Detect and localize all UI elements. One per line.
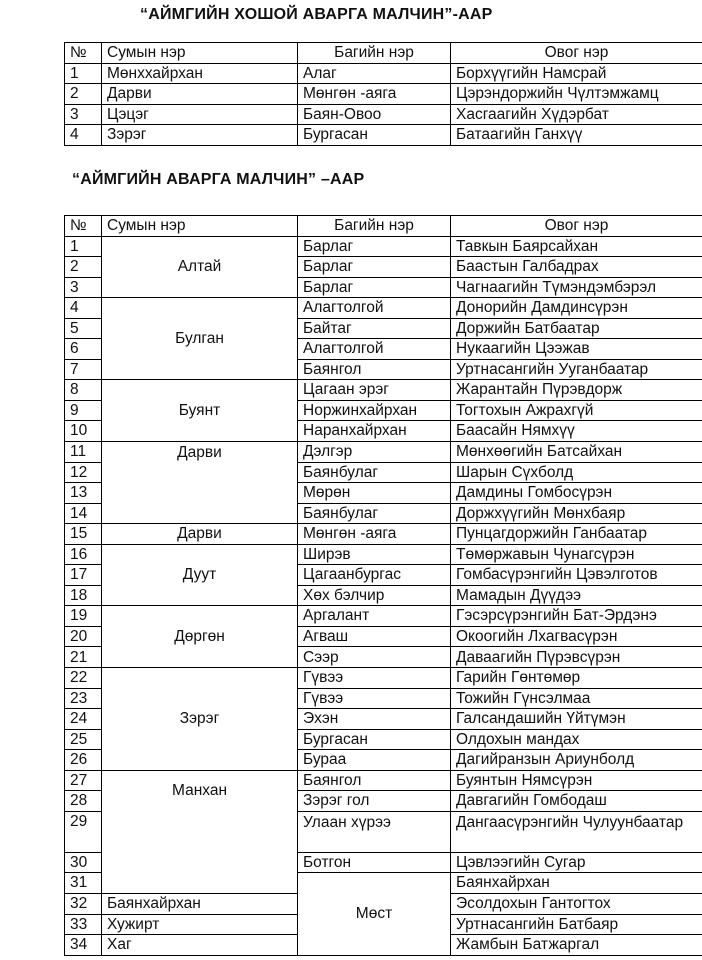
cell-number: 8: [65, 380, 102, 401]
cell-bag: Агваш: [298, 626, 451, 647]
cell-sum: Зэрэг: [102, 668, 298, 771]
section1-title: “АЙМГИЙН ХОШОЙ АВАРГА МАЛЧИН”-ААР: [140, 6, 493, 23]
cell-number: 31: [65, 873, 102, 894]
cell-name: Галсандашийн Үйтүмэн: [451, 709, 702, 730]
cell-number: 3: [65, 277, 102, 298]
cell-name: Тогтохын Ажрахгүй: [451, 400, 702, 421]
cell-bag: Баянхайрхан: [102, 893, 298, 914]
cell-number: 1: [65, 63, 102, 84]
cell-name: Эсолдохын Гантогтох: [451, 893, 702, 914]
cell-bag: Гүвээ: [298, 688, 451, 709]
cell-sum: Манхан: [102, 770, 298, 893]
cell-bag: Эхэн: [298, 709, 451, 730]
cell-number: 16: [65, 544, 102, 565]
cell-sum: Цэцэг: [102, 104, 298, 125]
table-row: [65, 104, 702, 125]
cell-bag: Ширэв: [298, 544, 451, 565]
cell-number: 4: [65, 125, 102, 146]
cell-number: 22: [65, 668, 102, 689]
cell-name: Жамбын Батжаргал: [451, 935, 702, 956]
header-number: №: [65, 43, 102, 64]
cell-name: Уртнасангийн Ууганбаатар: [451, 359, 702, 380]
cell-name: Батаагийн Ганхүү: [451, 125, 702, 146]
cell-number: 4: [65, 298, 102, 319]
cell-number: 30: [65, 852, 102, 873]
cell-bag: Сээр: [298, 647, 451, 668]
cell-name: Борхүүгийн Намсрай: [451, 63, 702, 84]
header-bag-name: Багийн нэр: [298, 216, 451, 237]
cell-bag: Баянгол: [298, 770, 451, 791]
table-row: [65, 380, 702, 401]
cell-bag: Хаг: [102, 935, 298, 956]
cell-bag: Ботгон: [298, 852, 451, 873]
cell-bag: Баянбулаг: [298, 503, 451, 524]
table-row: [65, 125, 702, 146]
cell-name: Уртнасангийн Батбаяр: [451, 914, 702, 935]
table-row: [65, 298, 702, 319]
cell-number: 21: [65, 647, 102, 668]
cell-bag: Бургасан: [298, 729, 451, 750]
table-row: [65, 236, 702, 257]
cell-name: Донорийн Дамдинсүрэн: [451, 298, 702, 319]
cell-bag: Улаан хүрээ: [298, 811, 451, 852]
cell-sum: Алтай: [102, 236, 298, 298]
cell-number: 7: [65, 359, 102, 380]
cell-number: 13: [65, 483, 102, 504]
table-header-row: [65, 43, 702, 64]
table-row: [65, 544, 702, 565]
header-bag-name: Багийн нэр: [298, 43, 451, 64]
cell-number: 12: [65, 462, 102, 483]
cell-number: 3: [65, 104, 102, 125]
cell-bag: Алаг: [298, 63, 451, 84]
cell-sum: Буянт: [102, 380, 298, 442]
header-number: №: [65, 216, 102, 237]
section2-title: “АЙМГИЙН АВАРГА МАЛЧИН” –ААР: [72, 171, 365, 188]
cell-name: Хасгаагийн Хүдэрбат: [451, 104, 702, 125]
cell-bag: Наранхайрхан: [298, 421, 451, 442]
header-full-name: Овог нэр: [451, 216, 702, 237]
cell-name: Цэрэндоржийн Чүлтэмжамц: [451, 84, 702, 105]
cell-sum: Дарви: [102, 524, 298, 545]
cell-name: Шарын Сүхболд: [451, 462, 702, 483]
cell-number: 1: [65, 236, 102, 257]
cell-name: Доржийн Батбаатар: [451, 318, 702, 339]
cell-bag: Барлаг: [298, 236, 451, 257]
cell-name: Төмөржавын Чунагсүрэн: [451, 544, 702, 565]
cell-name: Дангаасүрэнгийн Чулуунбаатар: [451, 811, 702, 852]
cell-number: 33: [65, 914, 102, 935]
cell-bag: Мөрөн: [298, 483, 451, 504]
table-row: [65, 668, 702, 689]
cell-sum: Дөргөн: [102, 606, 298, 668]
cell-bag: Алагтолгой: [298, 298, 451, 319]
cell-sum: Мөнххайрхан: [102, 63, 298, 84]
cell-name: Тавкын Баярсайхан: [451, 236, 702, 257]
cell-number: 5: [65, 318, 102, 339]
cell-bag: Баян-Овоо: [298, 104, 451, 125]
cell-number: 34: [65, 935, 102, 956]
cell-number: 17: [65, 565, 102, 586]
table-top-herders: [64, 42, 702, 146]
cell-number: 27: [65, 770, 102, 791]
cell-bag: Гүвээ: [298, 668, 451, 689]
cell-number: 9: [65, 400, 102, 421]
cell-bag: Зэрэг гол: [298, 791, 451, 812]
cell-bag: Норжинхайрхан: [298, 400, 451, 421]
table-row: [65, 84, 702, 105]
cell-bag: Баянгол: [298, 359, 451, 380]
cell-number: 26: [65, 750, 102, 771]
cell-bag: Барлаг: [298, 277, 451, 298]
cell-bag: Алагтолгой: [298, 339, 451, 360]
cell-name: Тожийн Гүнсэлмаа: [451, 688, 702, 709]
cell-name: Олдохын мандах: [451, 729, 702, 750]
cell-bag: Цагаан эрэг: [298, 380, 451, 401]
cell-number: 14: [65, 503, 102, 524]
cell-name: Дагийранзын Ариунболд: [451, 750, 702, 771]
table-herders: [64, 215, 702, 956]
cell-bag: Дэлгэр: [298, 442, 451, 463]
cell-name: Буянтын Нямсүрэн: [451, 770, 702, 791]
cell-name: Гомбасүрэнгийн Цэвэлготов: [451, 565, 702, 586]
table-row: [65, 442, 702, 463]
cell-number: 24: [65, 709, 102, 730]
cell-bag: Барлаг: [298, 257, 451, 278]
cell-number: 10: [65, 421, 102, 442]
cell-bag: Хөх бэлчир: [298, 585, 451, 606]
cell-bag: Мөнгөн -аяга: [298, 524, 451, 545]
cell-sum: Дарви: [102, 84, 298, 105]
cell-name: Доржхүүгийн Мөнхбаяр: [451, 503, 702, 524]
cell-name: Гэсэрсүрэнгийн Бат-Эрдэнэ: [451, 606, 702, 627]
cell-bag: Баянхайрхан: [451, 873, 702, 894]
header-sum-name: Сумын нэр: [102, 43, 298, 64]
cell-sum: Зэрэг: [102, 125, 298, 146]
cell-name: Пунцагдоржийн Ганбаатар: [451, 524, 702, 545]
cell-name: Даваагийн Пүрэвсүрэн: [451, 647, 702, 668]
cell-number: 29: [65, 811, 102, 852]
cell-sum: Мөст: [298, 873, 451, 955]
cell-sum: Дуут: [102, 544, 298, 606]
header-full-name: Овог нэр: [451, 43, 702, 64]
header-sum-name: Сумын нэр: [102, 216, 298, 237]
cell-name: Давгагийн Гомбодаш: [451, 791, 702, 812]
cell-number: 15: [65, 524, 102, 545]
cell-bag: Бураа: [298, 750, 451, 771]
cell-number: 28: [65, 791, 102, 812]
cell-number: 23: [65, 688, 102, 709]
cell-name: Окоогийн Лхагвасүрэн: [451, 626, 702, 647]
cell-name: Нукаагийн Цээжав: [451, 339, 702, 360]
cell-number: 32: [65, 893, 102, 914]
cell-bag: Байтаг: [298, 318, 451, 339]
cell-number: 20: [65, 626, 102, 647]
table-row: [65, 606, 702, 627]
cell-name: Цэвлээгийн Сугар: [451, 852, 702, 873]
table-row: [65, 524, 702, 545]
table-row: [65, 63, 702, 84]
cell-sum: Булган: [102, 298, 298, 380]
cell-name: Мамадын Дүүдээ: [451, 585, 702, 606]
cell-bag: Цагаанбургас: [298, 565, 451, 586]
cell-bag: Баянбулаг: [298, 462, 451, 483]
cell-number: 25: [65, 729, 102, 750]
cell-name: Жарантайн Пүрэвдорж: [451, 380, 702, 401]
cell-name: Баасайн Нямхүү: [451, 421, 702, 442]
cell-bag: Аргалант: [298, 606, 451, 627]
cell-number: 2: [65, 84, 102, 105]
cell-bag: Мөнгөн -аяга: [298, 84, 451, 105]
cell-number: 2: [65, 257, 102, 278]
table-header-row: [65, 216, 702, 237]
cell-name: Чагнаагийн Түмэндэмбэрэл: [451, 277, 702, 298]
cell-number: 18: [65, 585, 102, 606]
cell-name: Гарийн Гөнтөмөр: [451, 668, 702, 689]
cell-bag: Хужирт: [102, 914, 298, 935]
cell-bag: Бургасан: [298, 125, 451, 146]
cell-name: Дамдины Гомбосүрэн: [451, 483, 702, 504]
cell-number: 6: [65, 339, 102, 360]
cell-sum: Дарви: [102, 442, 298, 524]
cell-name: Мөнхөөгийн Батсайхан: [451, 442, 702, 463]
cell-name: Баастын Галбадрах: [451, 257, 702, 278]
table-row: [65, 770, 702, 791]
cell-number: 19: [65, 606, 102, 627]
cell-number: 11: [65, 442, 102, 463]
